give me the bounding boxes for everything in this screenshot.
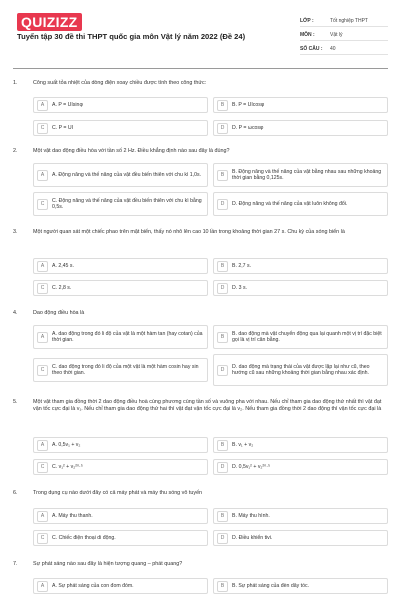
option-text: C. P = UI bbox=[52, 124, 74, 131]
option-letter: C bbox=[37, 462, 48, 473]
option-text: A. 2,45 s. bbox=[52, 262, 74, 269]
option-a[interactable] bbox=[33, 325, 208, 349]
option-c[interactable] bbox=[33, 358, 208, 382]
option-a[interactable] bbox=[33, 163, 208, 187]
option-letter: A bbox=[37, 581, 48, 592]
option-text: B. dao động mà vật chuyển động qua lại quanh một vị trí đặc biệt gọi là vị trí cân bằng. bbox=[232, 330, 382, 343]
option-text: D. 3 s. bbox=[232, 284, 247, 291]
option-letter: C bbox=[37, 533, 48, 544]
option-b[interactable] bbox=[213, 325, 388, 349]
option-d[interactable] bbox=[213, 354, 388, 386]
option-text: C. dao động trong đó li độ của một vật là một hàm cosin hay sin theo thời gian. bbox=[52, 363, 199, 376]
meta-value: 40 bbox=[330, 46, 336, 52]
meta-value: Vật lý bbox=[330, 32, 343, 38]
question-text: Dao động điều hòa là bbox=[33, 310, 85, 316]
option-letter: A bbox=[37, 100, 48, 111]
option-letter: B bbox=[217, 511, 228, 522]
option-letter: A bbox=[37, 511, 48, 522]
option-d[interactable] bbox=[213, 120, 388, 136]
option-text: B. v₁ + v₂ bbox=[232, 441, 254, 448]
option-text: D. Điều khiển tivi. bbox=[232, 534, 273, 541]
option-letter: D bbox=[217, 199, 228, 210]
option-d[interactable] bbox=[213, 192, 388, 216]
question-text: Một vật dao động điều hòa với tần số 2 Hz. Điều khẳng định nào sau đây là đúng? bbox=[33, 148, 230, 154]
option-d[interactable] bbox=[213, 280, 388, 296]
quizizz-logo: QUIZIZZ bbox=[17, 13, 82, 31]
option-letter: C bbox=[37, 365, 48, 376]
option-letter: B bbox=[217, 100, 228, 111]
page-header bbox=[0, 0, 400, 70]
document-meta bbox=[300, 13, 388, 55]
option-d[interactable] bbox=[213, 530, 388, 546]
option-a[interactable] bbox=[33, 258, 208, 274]
option-b[interactable] bbox=[213, 578, 388, 594]
meta-row-question-count bbox=[300, 41, 388, 55]
option-letter: B bbox=[217, 440, 228, 451]
option-letter: C bbox=[37, 123, 48, 134]
option-text: D. Động năng và thế năng của vật luôn không đổi. bbox=[232, 200, 348, 207]
question-text: Một người quan sát một chiếc phao trên mặt biển, thấy nó nhô lên cao 10 lần trong khoảng thời gian 27 s. Chu kỳ của sóng biển là bbox=[33, 229, 345, 235]
option-text: B. Máy thu hình. bbox=[232, 512, 270, 519]
meta-value: Tốt nghiệp THPT bbox=[330, 18, 368, 24]
question-5 bbox=[13, 399, 388, 483]
option-a[interactable] bbox=[33, 578, 208, 594]
document-title: Tuyển tập 30 đề thi THPT quốc gia môn Vật lý năm 2022 (Đề 24) bbox=[17, 32, 246, 41]
option-letter: B bbox=[217, 581, 228, 592]
option-text: A. Động năng và thế năng của vật đều biến thiên với chu kì 1,0s. bbox=[52, 171, 202, 178]
option-text: B. Sự phát sáng của đèn dây tóc. bbox=[232, 582, 310, 589]
question-6 bbox=[13, 490, 388, 552]
option-text: D. P = ωcosφ bbox=[232, 124, 264, 131]
question-text: Một vật tham gia đồng thời 2 dao động điều hoà cùng phương cùng tần số và vuông pha với nhau. Nếu chỉ tham gia dao động thứ nhất thì vật đạt vận tốc cực đại là v₁. Nếu chỉ tham gia dao động thứ hai thì vật đạt vận tốc cực đại là v₂. Nếu tham gia đồng thời 2 dao động thì vận tốc cực đại là bbox=[33, 399, 382, 412]
meta-label: LỚP : bbox=[300, 18, 314, 24]
meta-label: SỐ CÂU : bbox=[300, 46, 323, 52]
option-text: A. 0,5v₁ + v₂ bbox=[52, 441, 81, 448]
option-letter: A bbox=[37, 440, 48, 451]
option-b[interactable] bbox=[213, 437, 388, 453]
question-number: 1. bbox=[13, 80, 18, 86]
option-text: D. dao động mà trạng thái của vật được lặp lại như cũ, theo hướng cũ sau những khoảng thời gian bằng nhau xác định. bbox=[232, 363, 370, 376]
header-divider bbox=[13, 68, 388, 69]
question-1 bbox=[13, 80, 388, 140]
option-a[interactable] bbox=[33, 437, 208, 453]
question-number: 6. bbox=[13, 490, 18, 496]
option-a[interactable] bbox=[33, 97, 208, 113]
option-letter: A bbox=[37, 332, 48, 343]
question-number: 5. bbox=[13, 399, 18, 405]
option-letter: C bbox=[37, 199, 48, 210]
question-7 bbox=[13, 561, 388, 599]
option-c[interactable] bbox=[33, 120, 208, 136]
option-text: C. Động năng và thế năng của vật đều biến thiên với chu kì bằng 0,5s. bbox=[52, 197, 202, 210]
option-letter: B bbox=[217, 261, 228, 272]
option-b[interactable] bbox=[213, 508, 388, 524]
option-b[interactable] bbox=[213, 97, 388, 113]
question-text: Sự phát sáng nào sau đây là hiện tượng quang – phát quang? bbox=[33, 561, 183, 567]
option-b[interactable] bbox=[213, 258, 388, 274]
question-text: Công suất tỏa nhiệt của dòng điện xoay chiều được tính theo công thức: bbox=[33, 80, 207, 86]
option-letter: D bbox=[217, 283, 228, 294]
option-letter: D bbox=[217, 533, 228, 544]
meta-label: MÔN : bbox=[300, 32, 315, 38]
option-text: A. P = UIsinφ bbox=[52, 101, 83, 108]
option-text: A. Sự phát sáng của con đom đóm. bbox=[52, 582, 134, 589]
option-letter: C bbox=[37, 283, 48, 294]
option-letter: D bbox=[217, 462, 228, 473]
meta-row-subject bbox=[300, 27, 388, 41]
option-c[interactable] bbox=[33, 192, 208, 216]
option-c[interactable] bbox=[33, 280, 208, 296]
option-letter: A bbox=[37, 261, 48, 272]
option-text: B. 2,7 s. bbox=[232, 262, 252, 269]
option-c[interactable] bbox=[33, 459, 208, 475]
meta-row-class bbox=[300, 13, 388, 27]
option-c[interactable] bbox=[33, 530, 208, 546]
question-4 bbox=[13, 310, 388, 390]
option-text: A. Máy thu thanh. bbox=[52, 512, 93, 519]
question-text: Trong dụng cụ nào dưới đây có cả máy phát và máy thu sóng vô tuyến bbox=[33, 490, 203, 496]
option-d[interactable] bbox=[213, 459, 388, 475]
question-2 bbox=[13, 148, 388, 220]
option-text: A. dao động trong đó li độ của vật là một hàm tan (hay cotan) của thời gian. bbox=[52, 330, 203, 343]
option-text: D. 0,5v₁² + v₂²⁰·⁵ bbox=[232, 463, 271, 470]
option-a[interactable] bbox=[33, 508, 208, 524]
option-text: C. v₁² + v₂²⁰·⁵ bbox=[52, 463, 83, 470]
option-b[interactable] bbox=[213, 163, 388, 187]
option-text: B. P = UIcosφ bbox=[232, 101, 265, 108]
question-3 bbox=[13, 229, 388, 299]
option-letter: A bbox=[37, 170, 48, 181]
option-text: B. Động năng và thế năng của vật bằng nhau sau những khoảng thời gian bằng 0,125s. bbox=[232, 168, 382, 181]
option-letter: B bbox=[217, 170, 228, 181]
option-letter: D bbox=[217, 365, 228, 376]
question-number: 7. bbox=[13, 561, 18, 567]
question-number: 4. bbox=[13, 310, 18, 316]
option-text: C. Chiếc điện thoại di động. bbox=[52, 534, 116, 541]
option-text: C. 2,8 s. bbox=[52, 284, 72, 291]
option-letter: B bbox=[217, 332, 228, 343]
option-letter: D bbox=[217, 123, 228, 134]
question-number: 3. bbox=[13, 229, 18, 235]
question-number: 2. bbox=[13, 148, 18, 154]
